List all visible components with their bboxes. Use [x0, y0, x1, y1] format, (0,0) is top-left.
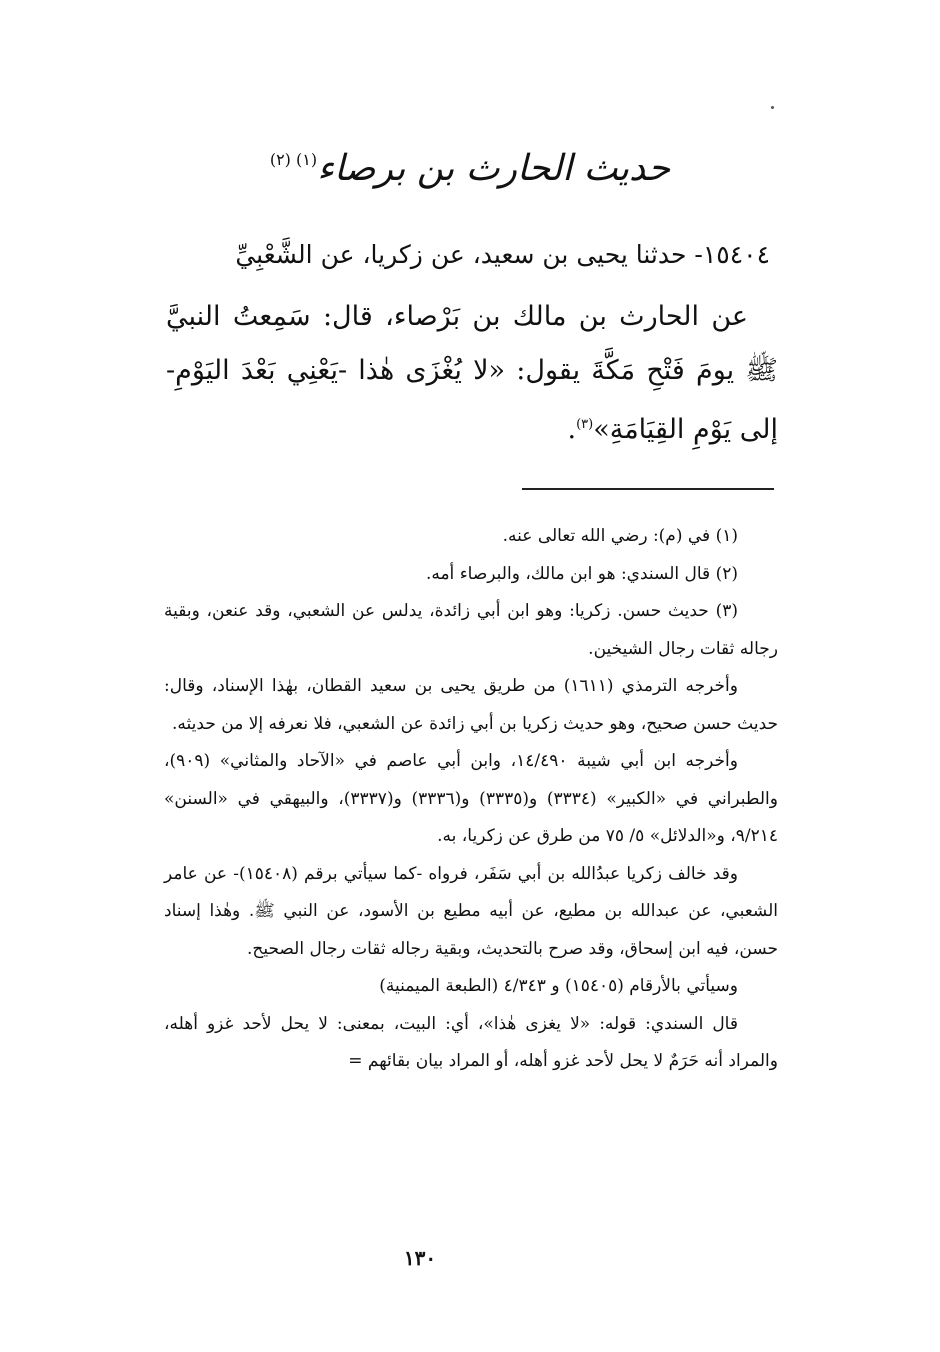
hadith-isnad: ١٥٤٠٤- حدثنا يحيى بن سعيد، عن زكريا، عن الشَّعْبِيِّ: [235, 240, 770, 269]
section-title: [150, 148, 790, 189]
footnote-3-tirmidhi: وأخرجه الترمذي (١٦١١) من طريق يحيى بن سعيد القطان، بهٰذا الإسناد، وقال: حديث حسن صحيح، وهو حديث زكريا بن أبي زائدة عن الشعبي، فلا نعرفه إلا من حديثه.: [164, 676, 778, 734]
footnote-1: (١) في (م): رضي الله تعالى عنه.: [502, 526, 738, 546]
footnote-3-sources: وأخرجه ابن أبي شيبة ١٤/٤٩٠، وابن أبي عاصم في «الآحاد والمثاني» (٩٠٩)، والطبراني في «الكبير» (٣٣٣٤) و(٣٣٣٥) و(٣٣٣٦) و(٣٣٣٧)، والبيهقي في «السنن» ٩/٢١٤، و«الدلائل» ٥/ ٧٥ من طرق عن زكريا، به.: [164, 751, 778, 846]
footnote-separator: [522, 488, 774, 490]
title-footnote-refs: (١) (٢): [269, 150, 318, 169]
footnote-2: (٢) قال السندي: هو ابن مالك، والبرصاء أمه.: [425, 563, 738, 584]
hadith-matn: [166, 290, 778, 457]
hadith-matn-text: عن الحارث بن مالك بن بَرْصاء، قال: سَمِعتُ النبيَّ ﷺ يومَ فَتْحِ مَكَّةَ يقول: «لا يُغْزَى هٰذا -يَعْنِي بَعْدَ اليَوْمِ- إلى يَوْمِ القِيَامَةِ»: [166, 301, 778, 445]
page-speck: [771, 106, 774, 109]
page-number: ١٣٠: [403, 1246, 437, 1270]
footnote-3: (٣) حديث حسن. زكريا: وهو ابن أبي زائدة، يدلس عن الشعبي، وقد عنعن، وبقية رجاله ثقات رجال الشيخين.: [164, 601, 778, 659]
section-title-text: حديث الحارث بن برصاء: [317, 148, 671, 189]
matn-end-mark: .: [567, 414, 577, 445]
footnotes: [164, 518, 778, 1081]
footnote-3-disagreement: وقد خالف زكريا عبدُالله بن أبي سَفَر، فرواه -كما سيأتي برقم (١٥٤٠٨)- عن عامر الشعبي، عن عبدالله بن مطيع، عن أبيه مطيع بن الأسود، عن النبي ﷺ. وهٰذا إسناد حسن، فيه ابن إسحاق، وقد صرح بالتحديث، وبقية رجاله ثقات رجال الصحيح.: [164, 863, 778, 959]
matn-footnote-ref: (٣): [576, 417, 594, 432]
footnote-3-sindi-commentary: قال السندي: قوله: «لا يغزى هٰذا»، أي: البيت، بمعنى: لا يحل لأحد غزو أهله، والمراد أنه حَرَمٌ لا يحل لأحد غزو أهله، أو المراد بيان بقائهم =: [164, 1013, 778, 1071]
footnote-3-cross-reference: وسيأتي بالأرقام (١٥٤٠٥) و ٤/٣٤٣ (الطبعة الميمنية): [379, 976, 738, 996]
